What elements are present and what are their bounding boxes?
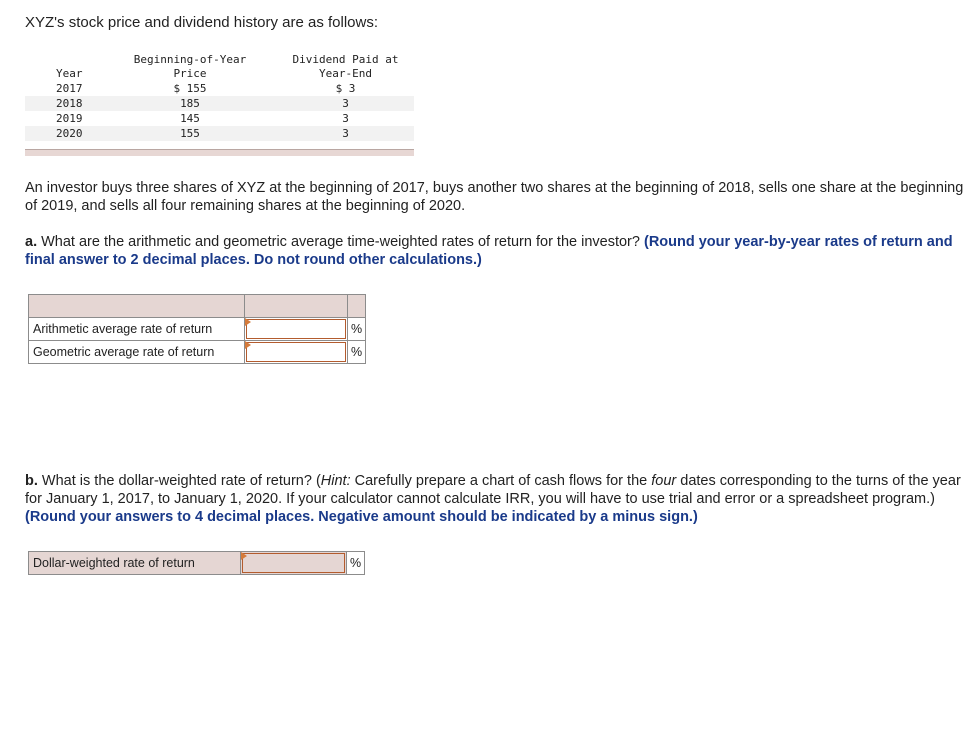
table-row <box>25 96 414 111</box>
dividend-cell: 3 <box>342 112 349 125</box>
hint-label: Hint: <box>320 473 351 489</box>
geometric-return-input[interactable] <box>245 341 348 364</box>
price-header-line1: Beginning-of-Year <box>133 53 247 66</box>
dollar-weighted-return-input[interactable] <box>241 552 347 575</box>
flag-icon <box>245 318 251 326</box>
part-a-label: a. <box>25 234 38 250</box>
year-cell: 2017 <box>56 82 83 95</box>
percent-unit: % <box>348 318 366 341</box>
table-row <box>29 318 366 341</box>
flag-icon <box>245 341 251 349</box>
table-row <box>25 81 414 96</box>
price-cell: 145 <box>180 112 200 125</box>
dividend-header-line1: Dividend Paid at <box>292 53 399 66</box>
year-header: Year <box>56 67 83 80</box>
dividend-cell: $ 3 <box>335 82 356 95</box>
arithmetic-return-input[interactable] <box>245 318 348 341</box>
year-cell: 2018 <box>56 97 83 110</box>
part-a-question <box>25 233 970 269</box>
dividend-cell: 3 <box>342 127 349 140</box>
percent-unit: % <box>347 552 365 575</box>
scenario-text: An investor buys three shares of XYZ at the beginning of 2017, buys another two shares at the beginning of 2018, sells one share at the beginning of 2019, and sells all four remaining shares at the beginning of 2020. <box>25 180 964 214</box>
part-b-question-text: What is the dollar-weighted rate of return? ( <box>37 473 321 489</box>
table-footer-bar <box>25 149 414 156</box>
part-b-answer-table <box>28 551 365 575</box>
flag-icon <box>241 552 247 560</box>
table-row <box>25 126 414 141</box>
part-b-label: b. <box>25 473 38 489</box>
part-b-question-text: Carefully prepare a chart of cash flows for the <box>350 473 652 489</box>
part-b-question-text: dates corresponding to the turns of the year for January 1, 2017, to January 1, 2020. If your calculator cannot calculate IRR, you will have to use trial and error or a spreadsheet program.) <box>25 473 961 507</box>
table-row <box>29 341 366 364</box>
geometric-return-label: Geometric average rate of return <box>29 341 245 364</box>
year-cell: 2019 <box>56 112 83 125</box>
dividend-cell: 3 <box>342 97 349 110</box>
part-a-instruction: (Round your year-by-year rates of return and final answer to 2 decimal places. Do not round other calculations.) <box>25 234 953 268</box>
arithmetic-return-label: Arithmetic average rate of return <box>29 318 245 341</box>
price-cell: 155 <box>180 127 200 140</box>
dollar-weighted-return-label: Dollar-weighted rate of return <box>29 552 241 575</box>
price-cell: 185 <box>180 97 200 110</box>
part-b-instruction: (Round your answers to 4 decimal places. Negative amount should be indicated by a minus sign.) <box>25 509 698 525</box>
stock-history-table <box>25 52 414 141</box>
dividend-header-line2: Year-End <box>319 67 372 80</box>
table-row <box>29 552 365 575</box>
part-b-question <box>25 472 970 526</box>
year-cell: 2020 <box>56 127 83 140</box>
emphasis-four: four <box>651 473 677 489</box>
table-row <box>25 111 414 126</box>
part-a-answer-table <box>28 294 366 364</box>
price-cell: $ 155 <box>173 82 207 95</box>
price-header-line2: Price <box>173 67 207 80</box>
intro-text: XYZ's stock price and dividend history are as follows: <box>25 14 379 31</box>
part-a-question-text: What are the arithmetic and geometric average time-weighted rates of return for the investor? <box>37 234 644 250</box>
answer-table-header <box>29 295 366 318</box>
percent-unit: % <box>348 341 366 364</box>
stock-table-header <box>25 52 414 81</box>
